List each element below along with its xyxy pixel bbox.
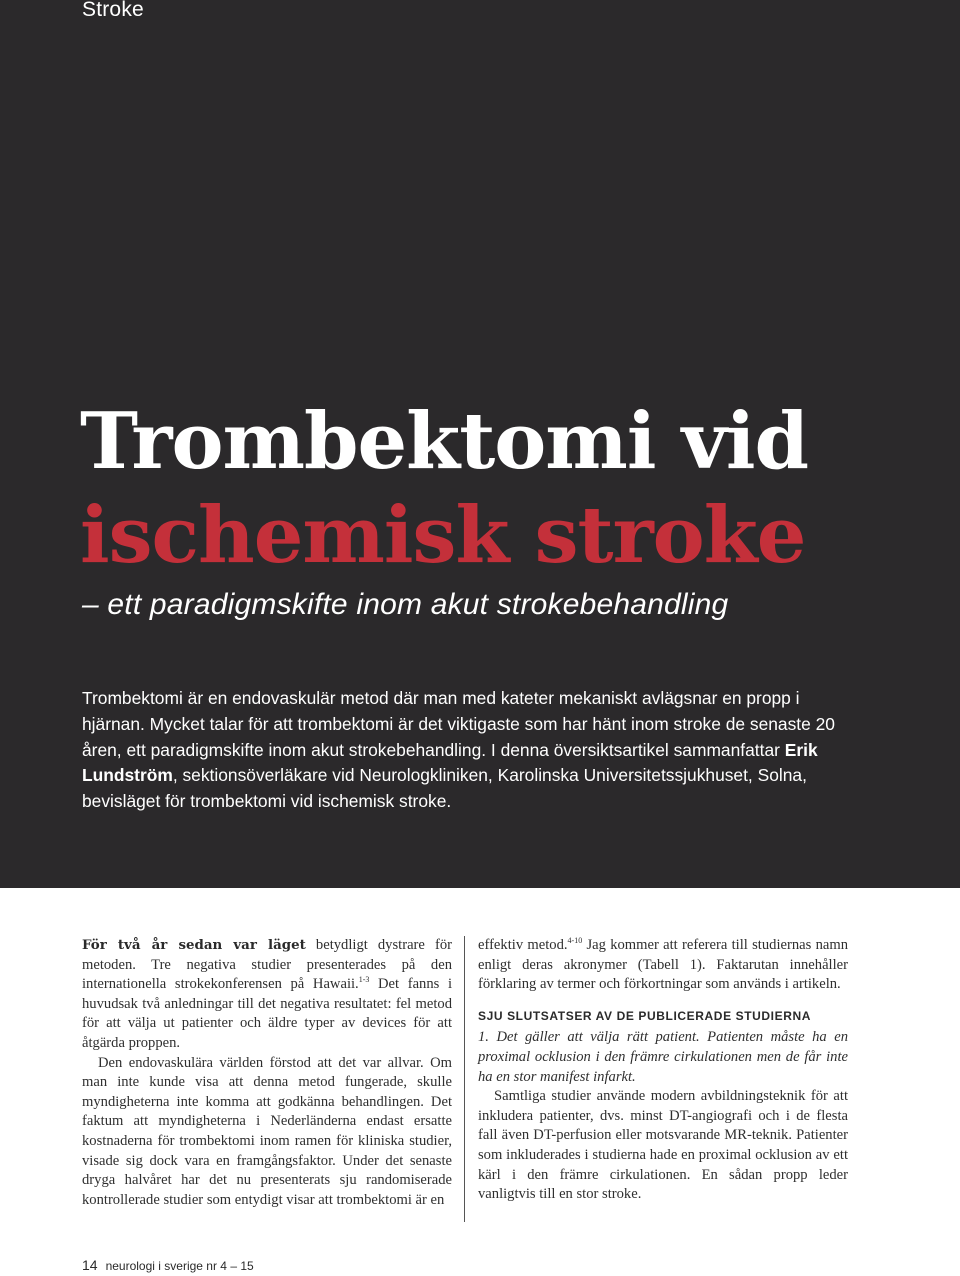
right-paragraph-1 [478, 936, 848, 995]
article-title [80, 395, 808, 583]
title-line-1: Trombektomi vid [80, 396, 809, 487]
reference-superscript: 4-10 [567, 936, 583, 945]
left-paragraph-2: Den endovaskulära världen förstod att det var allvar. Om man inte kunde visa att denna metod fungerade, skulle myndigheterna inte komma att godkänna behandlingen. Det faktum att myndigheterna i Nederländerna endast ersatte kostnaderna för trombektomi inom ramen för kliniska studier, visade sig dock vara en framgångsfaktor. Under det senaste dryga halvåret har det nu presenterats sju randomiserade kontrollerade studier som entydigt visar att trombektomi är en [82, 1054, 452, 1208]
left-column [82, 936, 452, 1210]
right-p1-text-a: effektiv metod. [478, 937, 568, 953]
left-p1-text-a: betydligt dystrare för metoden. Tre negativa studier presenterades på den internationella strokekonferensen på Hawaii. [82, 937, 452, 993]
page-number: 14 [82, 1257, 98, 1273]
column-divider [464, 936, 465, 1222]
lead-paragraph [82, 686, 848, 815]
reference-superscript: 1-3 [358, 975, 370, 985]
title-line-2: ischemisk stroke [80, 490, 806, 581]
lead-text-1: Trombektomi är en endovaskulär metod där man med kateter mekaniskt avlägsnar en propp i hjärnan. Mycket talar för att trombektomi är det viktigaste som har hänt inom stroke de senaste 20 åren, ett paradigmskifte inom akut strokebehandling. I denna översiktsartikel sammanfattar [82, 688, 835, 760]
page-footer [82, 1257, 254, 1273]
paragraph-lead-in: För två år sedan var läget [82, 937, 306, 953]
conclusion-1: 1. Det gäller att välja rätt patient. Patienten måste ha en proximal ocklusion i den främre cirkulationen men de får inte ha en stor manifest infarkt. [478, 1029, 848, 1085]
left-p1-text-b: Det fanns i huvudsak två anledningar till det negativa resultatet: fel metod för att välja ut patienter och äldre typer av devices för att åtgärda proppen. [82, 976, 453, 1051]
right-column [478, 936, 848, 1205]
article-subtitle: – ett paradigmskifte inom akut strokebehandling [82, 588, 729, 621]
right-paragraph-3: Samtliga studier använde modern avbildningsteknik för att inkludera patienter, dvs. minst DT-angiografi och i de flesta fall även DT-perfusion eller motsvarande MR-teknik. Patienter som inkluderades i studierna hade en proximal ocklusion av ett kärl i den främre cirkulationen. En sådan propp leder vanligtvis till en stor stroke. [478, 1088, 848, 1203]
publication-name: neurologi i sverige nr 4 – 15 [105, 1259, 254, 1273]
section-label: Stroke [82, 0, 144, 21]
lead-text-2: , sektionsöverläkare vid Neurologkliniken, Karolinska Universitetssjukhuset, Solna, bevisläget för trombektomi vid ischemisk stroke. [82, 765, 807, 812]
left-paragraph-1 [82, 936, 452, 1054]
section-heading: SJU SLUTSATSER AV DE PUBLICERADE STUDIERNA [478, 1008, 812, 1023]
author-name: Erik Lundström [82, 739, 818, 786]
right-p1-text-b: Jag kommer att referera till studiernas namn enligt deras akronymer (Tabell 1). Faktarutan innehåller förklaring av termer och förkortningar som används i artikeln. [478, 937, 848, 993]
